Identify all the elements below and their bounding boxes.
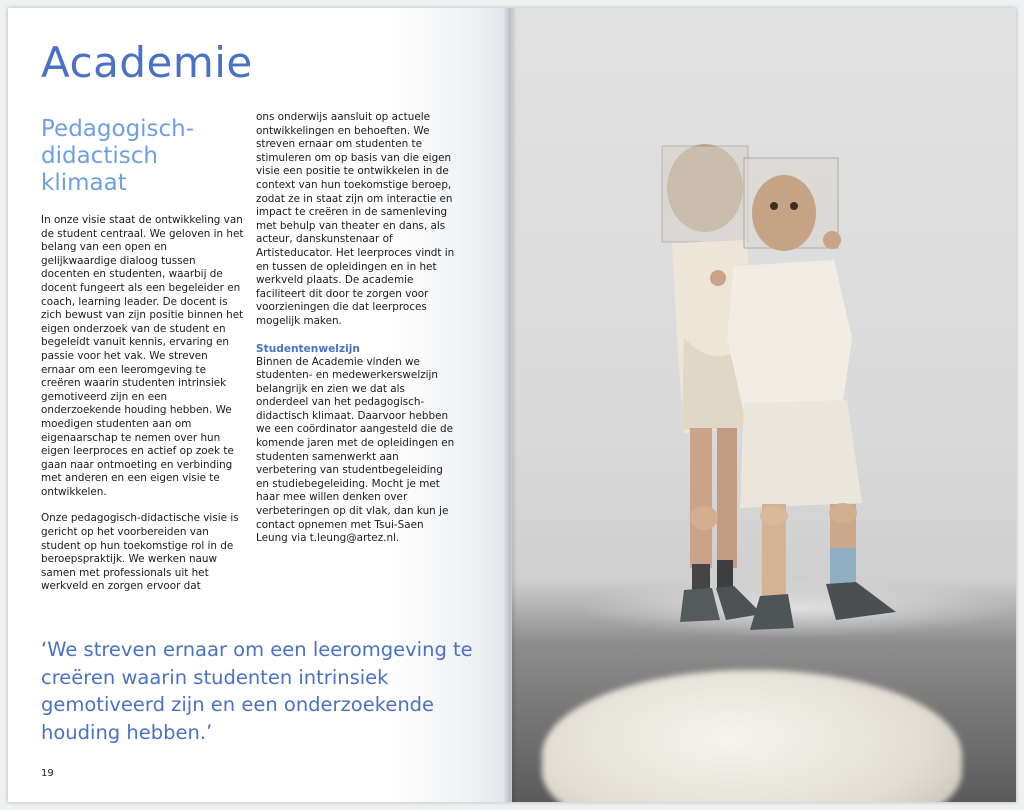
page-number: 19 — [41, 768, 54, 779]
body-paragraph: ons onderwijs aansluit op actuele ontwikkelingen en behoeften. We streven ernaar om studenten te stimuleren om op basis van die eigen visie een positie te ontwikkelen in de context van hun toekomstige beroep, zodat ze in staat zijn om interactie en impact te creëren in de samenleving met behulp van theater en dans, als acteur, danskunstenaar of Artisteducator. Het leerproces vindt in en tussen de opleidingen en in het werkveld plaats. De academie faciliteert dit door te zorgen voor voorzieningen die dat leerproces mogelijk maken. — [256, 111, 455, 327]
section-heading-studentenwelzijn: Studentenwelzijn — [256, 342, 360, 355]
pull-quote: ‘We streven ernaar om een leeromgeving te creëren waarin studenten intrinsiek gemotiveerd zijn en een onderzoekende houding hebben.’ — [41, 638, 473, 744]
body-paragraph: Onze pedagogisch-didactische visie is gericht op het voorbereiden van student op hun toekomstige rol in de beroepspraktijk. We werken nauw samen met professionals uit het werkveld en zorgen ervoor dat — [41, 512, 239, 593]
page-title: Academie — [41, 38, 253, 87]
left-page — [8, 8, 512, 802]
page-gutter — [503, 8, 517, 802]
magazine-spread — [8, 8, 1016, 802]
text-column-1 — [41, 214, 245, 594]
text-column-2 — [256, 111, 456, 546]
body-paragraph: In onze visie staat de ontwikkeling van de student centraal. We geloven in het belang van een open en gelijkwaardige dialoog tussen docenten en studenten, waarbij de docent fungeert als een begeleider en coach, learning leader. De docent is zich bewust van zijn positie binnen het eigen onderzoek van de student en begeleidt vanuit kennis, ervaring en passie voor het vak. We streven ernaar om een leeromgeving te creëren waarin studenten intrinsiek gemotiveerd zijn en een onderzoekende houding hebben. We moedigen studenten aan om eigenaarschap te nemen over hun eigen leerproces en actief op zoek te gaan naar ontmoeting en verbinding met anderen en een eigen visie te ontwikkelen. — [41, 214, 244, 498]
photo-page — [512, 8, 1016, 802]
page-subtitle: Pedagogisch-didactisch klimaat — [41, 116, 195, 196]
body-paragraph: Binnen de Academie vinden we studenten- en medewerkerswelzijn belangrijk en zien we dat als onderdeel van het pedagogisch-didactisch klimaat. Daarvoor hebben we een coördinator aangesteld die de komende jaren met de opleidingen en studenten samenwerkt aan verbetering van studentbegeleiding en studiebegeleiding. Mocht je met haar mee willen denken over verbeteringen op dit vlak, dan kun je contact opnemen met Tsui-Saen Leung via t.leung@artez.nl. — [256, 355, 455, 545]
